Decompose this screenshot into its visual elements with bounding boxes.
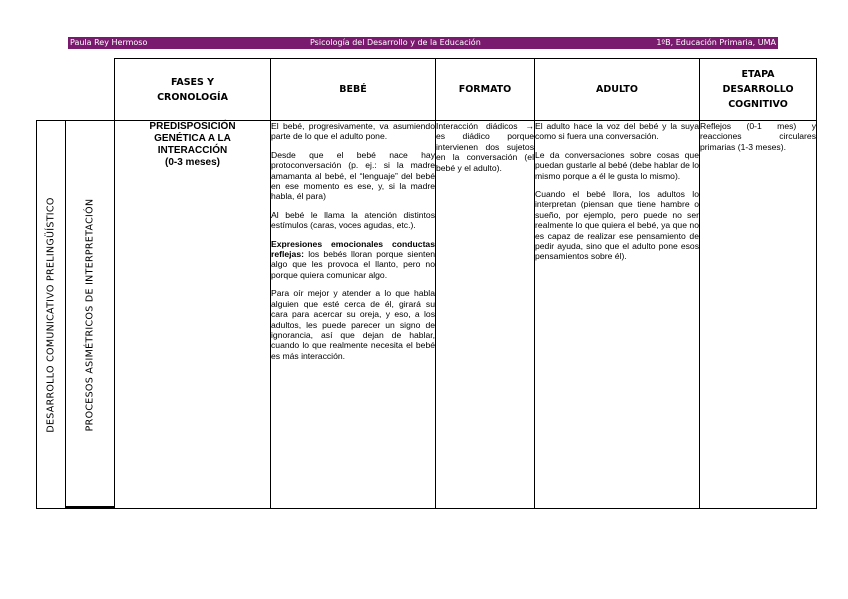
bebe-paragraph: Desde que el bebé nace hay protoconversación (p. ej.: si la madre amamanta al bebé, el “lenguaje” del bebé en ese momento es ese, y, si la madre habla, él para) xyxy=(271,149,435,202)
adulto-paragraph: Cuando el bebé llora, los adultos lo interpretan (piensan que tiene hambre o sueño, por ejemplo, pero puede no ser realmente lo que quiera el bebé, ya que no es capaz de realizar ese pensamiento de pedir ayuda, sino que el adulto pone esos pensamientos sobre él). xyxy=(535,189,699,262)
side-label-inner-cell xyxy=(66,121,115,509)
development-table xyxy=(36,58,817,509)
header-course: 1ºB, Educación Primaria, UMA xyxy=(656,38,776,47)
bebe-paragraph: Para oír mejor y atender a lo que habla alguien que esté cerca de él, girará su cara para acercar su oreja, y eso, a los adultos, les puede parecer un signo de ignorancia, así que dejan de hablar, cuando lo que realmente necesita el bebé es más interacción. xyxy=(271,288,435,361)
bebe-paragraph: El bebé, progresivamente, va asumiendo parte de lo que el adulto pone. xyxy=(271,121,435,142)
col-header-fases: FASES Y CRONOLOGÍA xyxy=(115,59,271,121)
header-blank-cell xyxy=(37,59,115,121)
col-header-formato: FORMATO xyxy=(436,59,535,121)
col-header-bebe: BEBÉ xyxy=(271,59,436,121)
formato-cell xyxy=(436,121,535,509)
bebe-paragraph: Expresiones emocionales conductas reflejas: los bebés lloran porque sienten algo que les provoca el llanto, pero no porque quiera comunicar algo. xyxy=(271,238,435,280)
bebe-paragraph: Al bebé le llama la atención distintos estímulos (caras, voces agudas, etc.). xyxy=(271,209,435,231)
formato-text: Interacción diádicos → es diádico porque intervienen dos sujetos en la conversación (el bebé y el adulto). xyxy=(436,121,534,173)
etapa-text: Reflejos (0-1 mes) y reacciones circulares primarias (1-3 meses). xyxy=(700,121,816,152)
table-bottom-accent xyxy=(65,506,115,508)
header-author: Paula Rey Hermoso xyxy=(70,38,148,47)
side-label-outer: DESARROLLO COMUNICATIVO PRELINGÜÍSTICO xyxy=(45,196,57,433)
side-label-inner: PROCESOS ASIMÉTRICOS DE INTERPRETACIÓN xyxy=(84,198,96,431)
phase-cell: PREDISPOSICIÓN GENÉTICA A LA INTERACCIÓN (0-3 meses) xyxy=(115,121,271,509)
bebe-cell xyxy=(271,121,436,509)
side-label-outer-cell xyxy=(37,121,66,509)
adulto-cell xyxy=(535,121,700,509)
adulto-paragraph: Le da conversaciones sobre cosas que puedan gustarle al bebé (debe hablar de lo mismo porque a él le gusta lo mismo). xyxy=(535,149,699,181)
col-header-etapa: ETAPA DESARROLLO COGNITIVO xyxy=(700,59,817,121)
adulto-paragraph: El adulto hace la voz del bebé y la suya como si fuera una conversación. xyxy=(535,121,699,142)
document-header-bar xyxy=(68,37,778,49)
header-subject: Psicología del Desarrollo y de la Educación xyxy=(310,38,481,47)
etapa-cell xyxy=(700,121,817,509)
col-header-adulto: ADULTO xyxy=(535,59,700,121)
